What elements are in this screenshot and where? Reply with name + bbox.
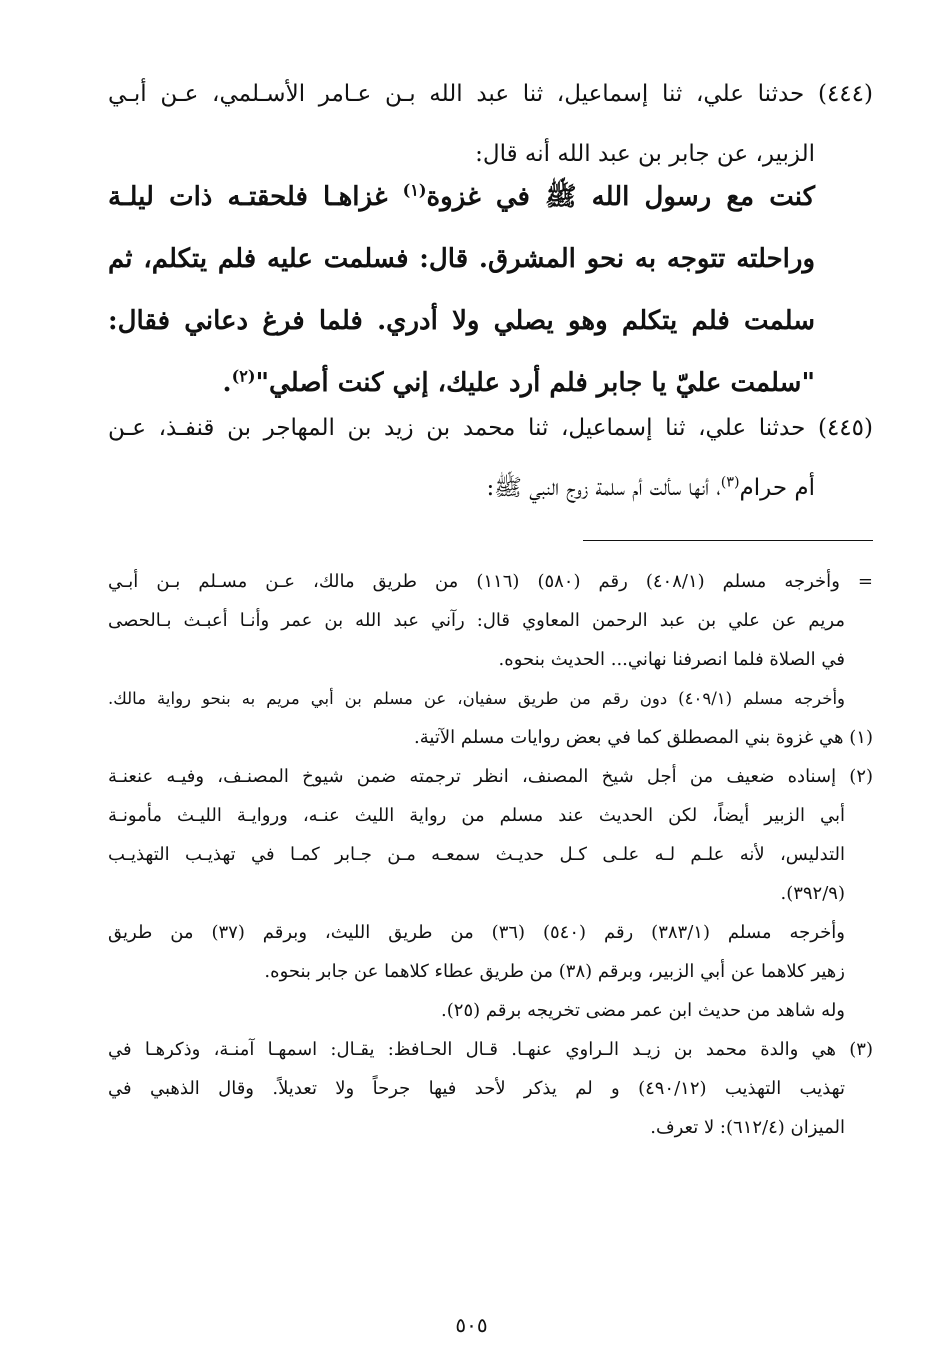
- footnote-2-line-6: زهير كلاهما عن أبي الزبير، وبرقم (٣٨) من طريق عطاء كلاهما عن جابر بنحوه.: [264, 961, 845, 982]
- footnote-ref-3: (٣): [720, 474, 740, 491]
- matn-line-4-rest: .: [222, 368, 232, 398]
- hadith-445-line-2: [108, 458, 873, 518]
- footnote-cont-line-2: مريم عن علي بن عبد الرحمن المعاوي قال: رآني عبد الله بن عمر وأنـا أعبـث بـالحصى: [108, 610, 845, 631]
- hadith-444-isnad-line-1: (٤٤٤) حدثنا علي، ثنا إسماعيل، ثنا عبد الله بـن عـامر الأسـلمي، عـن أبـي: [108, 81, 873, 107]
- matn-line-1: [108, 166, 873, 228]
- footnote-separator: [583, 540, 873, 541]
- matn-line-2: وراحلته تتوجه به نحو المشرق. قال: فسلمت عليه فلم يتكلم، ثم: [108, 244, 815, 274]
- footnote-2-line-5: وأخرجه مسلم (٣٨٣/١) رقم (٥٤٠) (٣٦) من طريق الليث، وبرقم (٣٧) من طريق: [108, 922, 845, 943]
- footnote-2-line-2: أبي الزبير أيضاً، لكن الحديث عند مسلم من رواية الليث عنـه، وروايـة الليـث مأمونـة: [108, 805, 845, 826]
- footnote-1: (١) هي غزوة بني المصطلق كما في بعض روايات مسلم الآتية.: [414, 727, 873, 748]
- matn-line-3: سلمت فلم يتكلم وهو يصلي ولا أدري. فلما فرغ دعاني فقال:: [108, 306, 815, 336]
- footnote-cont-line-4: وأخرجه مسلم (٤٠٩/١) دون رقم من طريق سفيان، عن مسلم بن أبي مريم به بنحو رواية مالك.: [108, 689, 845, 708]
- footnote-2-line-4: (٣٩٢/٩).: [780, 883, 845, 904]
- matn-line-4-text: "سلمت عليّ يا جابر فلم أرد عليك، إني كنت أصلي": [255, 368, 815, 398]
- footnote-3-line-2: تهذيب التهذيب (٤٩٠/١٢) و لم يذكر لأحد فيها جرحاً ولا تعديلاً. وقال الذهبي في: [108, 1078, 845, 1099]
- page-number: ٥٠٥: [455, 1313, 488, 1337]
- hadith-444-matn: [108, 166, 873, 414]
- footnote-ref-1: (١): [402, 180, 427, 200]
- hadith-445-line-2-rest: ، أنها سألت أم سلمة زوج النبي ﷺ:: [486, 475, 721, 501]
- hadith-445: [108, 398, 873, 518]
- footnote-cont-line-3: في الصلاة فلما انصرفنا نهاني... الحديث بنحوه.: [498, 649, 845, 670]
- footnotes: [108, 562, 873, 1147]
- hadith-445-line-1: (٤٤٥) حدثنا علي، ثنا إسماعيل، ثنا محمد بن زيد بن المهاجر بن قنفـذ، عـن: [108, 415, 873, 441]
- footnote-ref-2: (٢): [231, 366, 256, 386]
- footnote-2-line-1: (٢) إسناده ضعيف من أجل شيخ المصنف، انظر ترجمته ضمن شيوخ المصنـف، وفيـه عنعنـة: [108, 766, 873, 787]
- footnote-2-line-7: وله شاهد من حديث ابن عمر مضى تخريجه برقم (٢٥).: [441, 1000, 845, 1021]
- hadith-444-isnad-line-2: الزبير، عن جابر بن عبد الله أنه قال:: [475, 141, 815, 167]
- footnote-cont-line-1: = وأخرجه مسلم (٤٠٨/١) رقم (٥٨٠) (١١٦) من طريق مالك، عـن مسـلم بـن أبـي: [108, 571, 873, 592]
- hadith-445-line-2-text: أم حرام: [739, 475, 815, 501]
- matn-line-1-text: كنت مع رسول الله ﷺ في غزوة: [426, 182, 815, 212]
- footnote-3-line-1: (٣) هي والدة محمد بن زيـد الـراوي عنهـا. قـال الحـافظ: يقـال: اسمهـا آمنـة، وذكرهـا في: [108, 1039, 873, 1060]
- matn-line-1-rest: غزاهـا فلحقتـه ذات ليلـة: [108, 182, 403, 212]
- footnote-3-line-3: الميزان (٦١٢/٤): لا تعرف.: [650, 1117, 845, 1138]
- footnote-2-line-3: التدليس، لأنه علـم لـه علـى كـل حديـث سمعـه مـن جـابر كمـا في تهذيـب التهذيـب: [108, 844, 845, 865]
